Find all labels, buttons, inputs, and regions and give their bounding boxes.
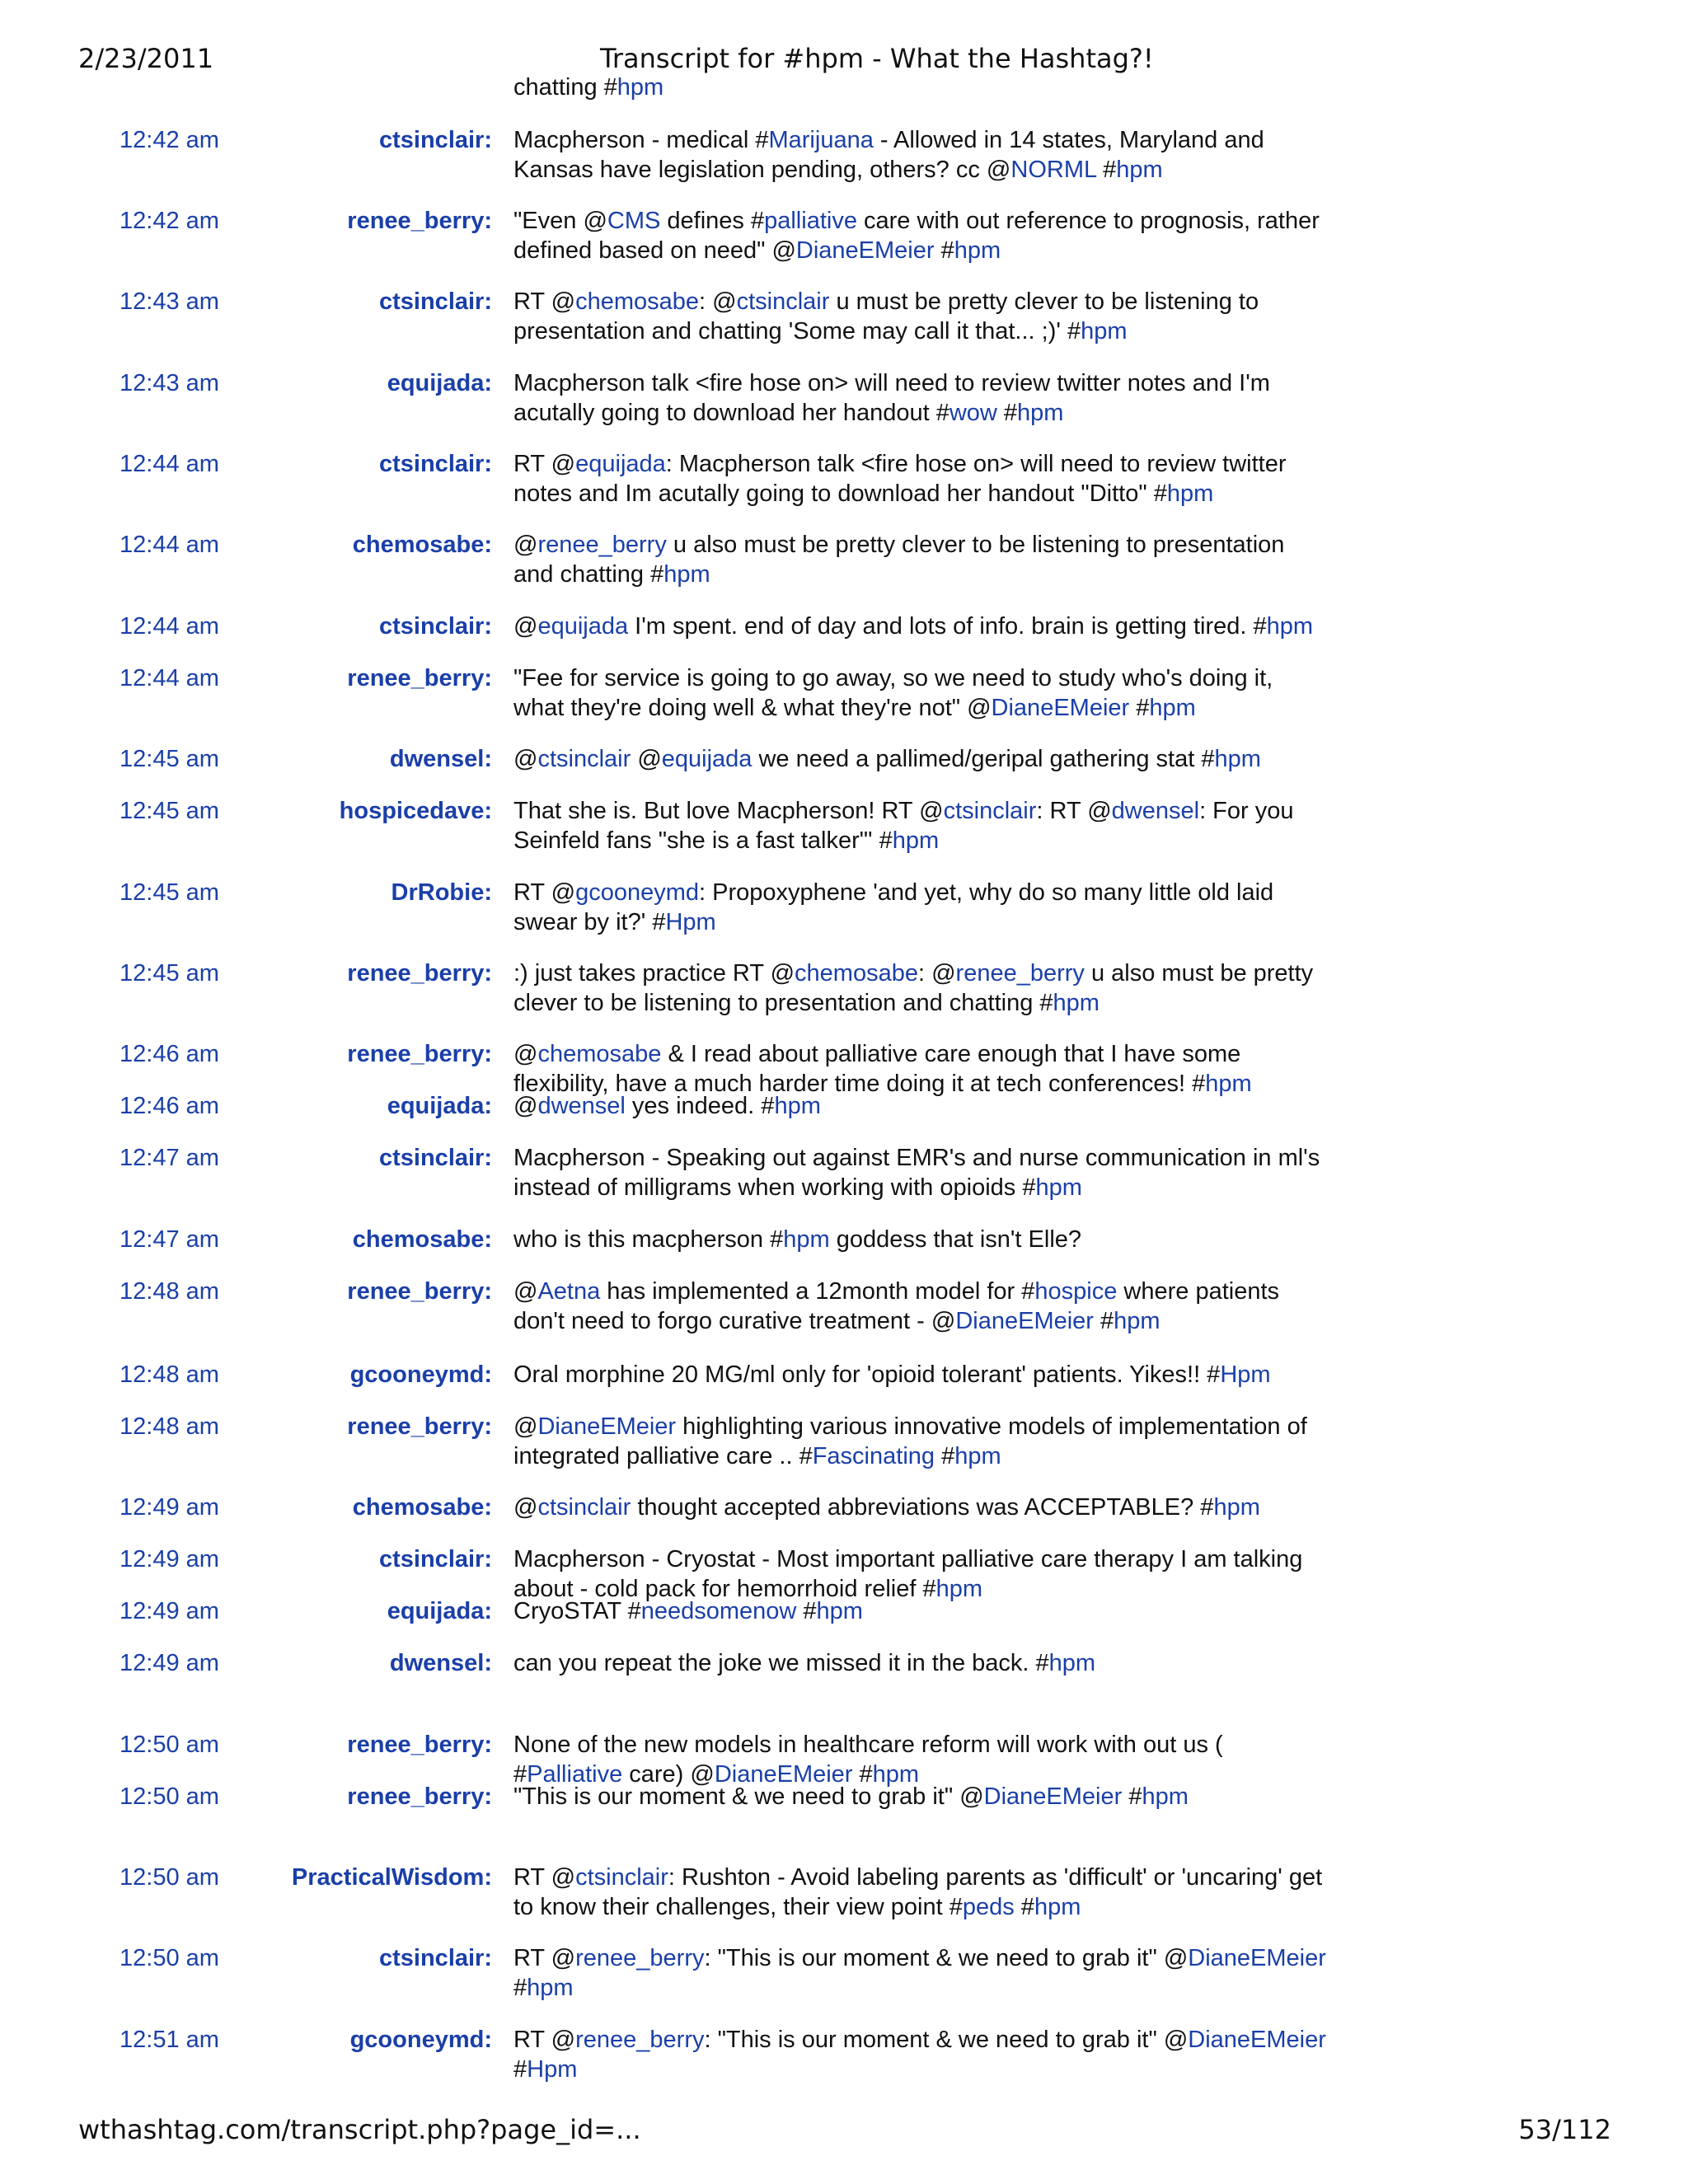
tweet-username-link[interactable]: equijada: [387,1093,492,1119]
tweet-message-line: @ctsinclair @equijada we need a pallimed/geripal gathering stat #hpm [513,746,1261,772]
tweet-message-line: about - cold pack for hemorrhoid relief #hpm [513,1576,983,1602]
tweet-time-link[interactable]: 12:42 am [120,208,219,234]
tweet-time-link[interactable]: 12:50 am [120,1732,219,1758]
tweet-message-line: chatting #hpm [513,74,664,101]
tweet-link[interactable]: hpm [816,1598,863,1624]
tweet-message-line: #Palliative care) @DianeEMeier #hpm [513,1761,920,1788]
tweet-message [513,2025,1338,2084]
tweet-link[interactable]: hpm [892,827,940,854]
tweet-link[interactable]: chemosabe [795,960,918,987]
tweet-message-line: who is this macpherson #hpm goddess that isn't Elle? [513,1226,1082,1253]
tweet-username-link[interactable]: chemosabe: [352,1226,492,1253]
tweet-link[interactable]: hpm [663,561,710,588]
tweet-link[interactable]: hpm [1053,990,1100,1016]
print-date: 2/23/2011 [78,43,214,74]
tweet-message-line: acutally going to download her handout #wow #hpm [513,400,1064,426]
tweet-username-link[interactable]: ctsinclair: [379,1145,492,1171]
tweet-message-line: Macpherson - medical #Marijuana - Allowed in 14 states, Maryland and [513,127,1264,153]
tweet-link[interactable]: Marijuana [768,127,874,153]
tweet-time-link[interactable]: 12:49 am [120,1650,219,1676]
tweet-message [513,1544,1338,1604]
tweet-link[interactable]: hpm [774,1093,821,1119]
tweet-link[interactable]: hpm [1017,400,1064,426]
tweet-link[interactable]: DianeEMeier [1188,2027,1326,2053]
tweet-message [513,1596,1338,1626]
tweet-username-link[interactable]: ctsinclair: [379,1945,492,1971]
tweet-message-line: can you repeat the joke we missed it in the back. #hpm [513,1650,1096,1676]
tweet-message-line: instead of milligrams when working with opioids #hpm [513,1174,1082,1201]
tweet-message-line: integrated palliative care .. #Fascinating #hpm [513,1443,1001,1469]
tweet-link[interactable]: renee_berry [955,960,1085,987]
tweet-link[interactable]: palliative [764,208,857,234]
tweet-message-line: @ctsinclair thought accepted abbreviations was ACCEPTABLE? #hpm [513,1494,1260,1521]
tweet-link[interactable]: DianeEMeier [983,1783,1123,1810]
tweet-link[interactable]: Hpm [665,909,716,935]
tweet-username-link[interactable]: ctsinclair: [379,127,492,153]
tweet-message-line: None of the new models in healthcare reform will work with out us ( [513,1732,1223,1758]
tweet-message [513,1493,1338,1522]
tweet-link[interactable]: hpm [1081,318,1128,344]
tweet-link[interactable]: ctsinclair [736,288,830,315]
tweet-message-line: Macpherson talk <fire hose on> will need to review twitter notes and I'm [513,370,1270,396]
tweet-time-link[interactable]: 12:49 am [120,1546,219,1572]
tweet-message-line: "Fee for service is going to go away, so we need to study who's doing it, [513,665,1273,691]
tweet-link[interactable]: dwensel [1111,798,1200,824]
page-number: 53/112 [1518,2114,1611,2145]
tweet-link[interactable]: hpm [1114,1308,1160,1334]
tweet-message-line: swear by it?' #Hpm [513,909,716,935]
tweet-username-link[interactable]: renee_berry: [347,1278,492,1305]
tweet-link[interactable]: equijada [575,451,666,477]
tweet-link[interactable]: renee_berry [537,532,667,558]
tweet-username-link[interactable]: gcooneymd: [349,1361,492,1388]
tweet-message [513,287,1338,346]
tweet-message-line: @Aetna has implemented a 12month model for #hospice where patients [513,1278,1280,1305]
tweet-time-link[interactable]: 12:45 am [120,746,219,772]
tweet-username-link[interactable]: renee_berry: [347,1732,492,1758]
tweet-link[interactable]: hpm [1034,1894,1081,1920]
tweet-message-line: Oral morphine 20 MG/ml only for 'opioid tolerant' patients. Yikes!! #Hpm [513,1361,1271,1388]
tweet-message [513,1360,1338,1390]
tweet-time-link[interactable]: 12:48 am [120,1361,219,1388]
tweet-link[interactable]: ctsinclair [943,798,1037,824]
tweet-message-line: Macpherson - Cryostat - Most important palliative care therapy I am talking [513,1546,1303,1572]
tweet-link[interactable]: hpm [783,1226,830,1253]
tweet-link[interactable]: hpm [954,1443,1001,1469]
tweet-message-line: "Even @CMS defines #palliative care with out reference to prognosis, rather [513,208,1320,234]
tweet-link[interactable]: renee_berry [575,1945,705,1971]
tweet-username-link[interactable]: ctsinclair: [379,613,492,640]
tweet-message-line: :) just takes practice RT @chemosabe: @renee_berry u also must be pretty [513,960,1314,987]
tweet-message [513,1039,1338,1099]
tweet-link[interactable]: hpm [617,74,664,101]
tweet-username-link[interactable]: chemosabe: [352,532,492,558]
tweet-message [513,1143,1338,1202]
tweet-message-line: "This is our moment & we need to grab it" @DianeEMeier #hpm [513,1783,1189,1810]
tweet-link[interactable]: hpm [935,1576,983,1602]
tweet-message-line: Kansas have legislation pending, others? cc @NORML #hpm [513,157,1163,183]
tweet-link[interactable]: wow [949,400,997,426]
tweet-link[interactable]: hospice [1034,1278,1118,1305]
tweet-link[interactable]: DianeEMeier [955,1308,1094,1334]
tweet-time-link[interactable]: 12:50 am [120,1783,219,1810]
tweet-link[interactable]: DianeEMeier [1188,1945,1326,1971]
tweet-message-line: defined based on need" @DianeEMeier #hpm [513,237,1001,264]
tweet-message-line: Macpherson - Speaking out against EMR's and nurse communication in ml's [513,1145,1320,1171]
tweet-link[interactable]: DianeEMeier [795,237,935,264]
tweet-message-line: RT @gcooneymd: Propoxyphene 'and yet, why do so many little old laid [513,879,1274,906]
tweet-message [513,1943,1338,2003]
tweet-username-link[interactable]: ctsinclair: [379,288,492,315]
tweet-message-line: RT @renee_berry: "This is our moment & we need to grab it" @DianeEMeier [513,1945,1326,1971]
tweet-link[interactable]: Fascinating [812,1443,935,1469]
tweet-username-link[interactable]: renee_berry: [347,960,492,987]
tweet-message [513,1648,1338,1678]
tweet-link[interactable]: hpm [1048,1650,1096,1676]
tweet-time-link[interactable]: 12:42 am [120,127,219,153]
tweet-username-link[interactable]: chemosabe: [352,1494,492,1521]
tweet-time-link[interactable]: 12:46 am [120,1093,219,1119]
tweet-message-line: CryoSTAT #needsomenow #hpm [513,1598,863,1624]
tweet-link[interactable]: DianeEMeier [991,695,1130,721]
tweet-message-line: @dwensel yes indeed. #hpm [513,1093,821,1119]
tweet-message-line: what they're doing well & what they're not" @DianeEMeier #hpm [513,695,1196,721]
tweet-time-link[interactable]: 12:46 am [120,1041,219,1067]
tweet-message-line: flexibility, have a much harder time doing it at tech conferences! #hpm [513,1071,1252,1097]
tweet-message-line: RT @chemosabe: @ctsinclair u must be pretty clever to be listening to [513,288,1259,315]
tweet-message [513,1412,1338,1471]
tweet-message-line: RT @ctsinclair: Rushton - Avoid labeling parents as 'difficult' or 'uncaring' get [513,1864,1323,1891]
tweet-message [513,125,1338,185]
tweet-link[interactable]: DianeEMeier [714,1761,853,1788]
tweet-username-link[interactable]: equijada: [387,370,492,396]
tweet-message-line: #hpm [513,1975,574,2001]
tweet-message [513,796,1338,855]
tweet-time-link[interactable]: 12:51 am [120,2027,219,2053]
tweet-time-link[interactable]: 12:44 am [120,613,219,640]
tweet-link[interactable]: hpm [1205,1071,1252,1097]
tweet-message-line: @DianeEMeier highlighting various innovative models of implementation of [513,1413,1307,1440]
tweet-time-link[interactable]: 12:44 am [120,665,219,691]
tweet-link[interactable]: ctsinclair [575,1864,668,1891]
tweet-link[interactable]: hpm [1149,695,1196,721]
footer-url: wthashtag.com/transcript.php?page_id=... [78,2114,641,2145]
tweet-link[interactable]: NORML [1010,157,1097,183]
tweet-time-link[interactable]: 12:45 am [120,879,219,906]
tweet-message-line: That she is. But love Macpherson! RT @ctsinclair: RT @dwensel: For you [513,798,1294,824]
tweet-username-link[interactable]: renee_berry: [347,1783,492,1810]
tweet-link[interactable]: dwensel [537,1093,626,1119]
tweet-link[interactable]: hpm [1213,1494,1260,1521]
tweet-message-line: #Hpm [513,2056,578,2083]
tweet-username-link[interactable]: ctsinclair: [379,451,492,477]
tweet-message [513,73,1338,102]
tweet-time-link[interactable]: 12:45 am [120,798,219,824]
tweet-link[interactable]: hpm [1166,480,1214,507]
tweet-time-link[interactable]: 12:44 am [120,451,219,477]
tweet-message-line: Seinfeld fans "she is a fast talker"' #hpm [513,827,940,854]
tweet-message-line: don't need to forgo curative treatment - @DianeEMeier #hpm [513,1308,1160,1334]
tweet-time-link[interactable]: 12:48 am [120,1413,219,1440]
tweet-link[interactable]: hpm [1116,157,1163,183]
tweet-message-line: notes and Im acutally going to download her handout "Ditto" #hpm [513,480,1214,507]
page-title: Transcript for #hpm - What the Hashtag?! [600,43,1154,74]
tweet-link[interactable]: hpm [1142,1783,1189,1810]
tweet-message [513,1225,1338,1254]
tweet-link[interactable]: chemosabe [537,1041,662,1067]
tweet-message [513,449,1338,509]
tweet-message [513,663,1338,723]
tweet-time-link[interactable]: 12:50 am [120,1864,219,1891]
tweet-message-line: @chemosabe & I read about palliative care enough that I have some [513,1041,1241,1067]
tweet-time-link[interactable]: 12:49 am [120,1494,219,1521]
tweet-time-link[interactable]: 12:50 am [120,1945,219,1971]
tweet-link[interactable]: hpm [1035,1174,1082,1201]
tweet-link[interactable]: Hpm [527,2056,578,2083]
tweet-message [513,368,1338,428]
tweet-message-line: clever to be listening to presentation and chatting #hpm [513,990,1100,1016]
tweet-time-link[interactable]: 12:49 am [120,1598,219,1624]
tweet-link[interactable]: hpm [954,237,1001,264]
tweet-time-link[interactable]: 12:47 am [120,1226,219,1253]
tweet-link[interactable]: chemosabe [575,288,700,315]
tweet-username-link[interactable]: dwensel: [389,1650,492,1676]
tweet-link[interactable]: renee_berry [575,2027,705,2053]
tweet-link[interactable]: Palliative [527,1761,623,1788]
tweet-time-link[interactable]: 12:47 am [120,1145,219,1171]
tweet-link[interactable]: hpm [1266,613,1314,640]
tweet-message [513,878,1338,937]
tweet-username-link[interactable]: renee_berry: [347,665,492,691]
tweet-username-link[interactable]: renee_berry: [347,1041,492,1067]
tweet-time-link[interactable]: 12:45 am [120,960,219,987]
tweet-message-line: RT @renee_berry: "This is our moment & we need to grab it" @DianeEMeier [513,2027,1326,2053]
tweet-username-link[interactable]: renee_berry: [347,1413,492,1440]
tweet-message-line: and chatting #hpm [513,561,710,588]
tweet-message [513,206,1338,265]
tweet-link[interactable]: equijada [537,613,629,640]
tweet-message-line: RT @equijada: Macpherson talk <fire hose on> will need to review twitter [513,451,1287,477]
tweet-username-link[interactable]: DrRobie: [391,879,492,906]
tweet-link[interactable]: CMS [607,208,661,234]
tweet-link[interactable]: peds [962,1894,1015,1920]
tweet-link[interactable]: hpm [1214,746,1261,772]
tweet-username-link[interactable]: ctsinclair: [379,1546,492,1572]
tweet-link[interactable]: hpm [527,1975,574,2001]
tweet-link[interactable]: ctsinclair [537,746,631,772]
tweet-link[interactable]: equijada [661,746,753,772]
tweet-link[interactable]: DianeEMeier [537,1413,677,1440]
tweet-link[interactable]: hpm [872,1761,920,1788]
tweet-message-line: to know their challenges, their view point #peds #hpm [513,1894,1081,1920]
tweet-time-link[interactable]: 12:43 am [120,370,219,396]
tweet-message-line: @equijada I'm spent. end of day and lots of info. brain is getting tired. #hpm [513,613,1314,640]
tweet-message [513,1277,1338,1336]
tweet-time-link[interactable]: 12:43 am [120,288,219,315]
tweet-username-link[interactable]: dwensel: [389,746,492,772]
tweet-time-link[interactable]: 12:44 am [120,532,219,558]
tweet-username-link[interactable]: equijada: [387,1598,492,1624]
tweet-message [513,1782,1338,1811]
tweet-message [513,1863,1338,1922]
tweet-link[interactable]: needsomenow [640,1598,797,1624]
tweet-message [513,612,1338,641]
tweet-message [513,1730,1338,1789]
tweet-message [513,530,1338,589]
tweet-message-line: @renee_berry u also must be pretty clever to be listening to presentation [513,532,1285,558]
tweet-message-line: presentation and chatting 'Some may call it that... ;)' #hpm [513,318,1128,344]
tweet-username-link[interactable]: gcooneymd: [349,2027,492,2053]
tweet-message [513,958,1338,1018]
tweet-link[interactable]: gcooneymd [575,879,700,906]
tweet-message [513,1091,1338,1121]
tweet-link[interactable]: Hpm [1220,1361,1271,1388]
tweet-username-link[interactable]: PracticalWisdom: [291,1864,492,1891]
tweet-username-link[interactable]: hospicedave: [339,798,492,824]
tweet-link[interactable]: Aetna [537,1278,601,1305]
tweet-time-link[interactable]: 12:48 am [120,1278,219,1305]
tweet-message [513,744,1338,774]
tweet-username-link[interactable]: renee_berry: [347,208,492,234]
tweet-link[interactable]: ctsinclair [537,1494,631,1521]
